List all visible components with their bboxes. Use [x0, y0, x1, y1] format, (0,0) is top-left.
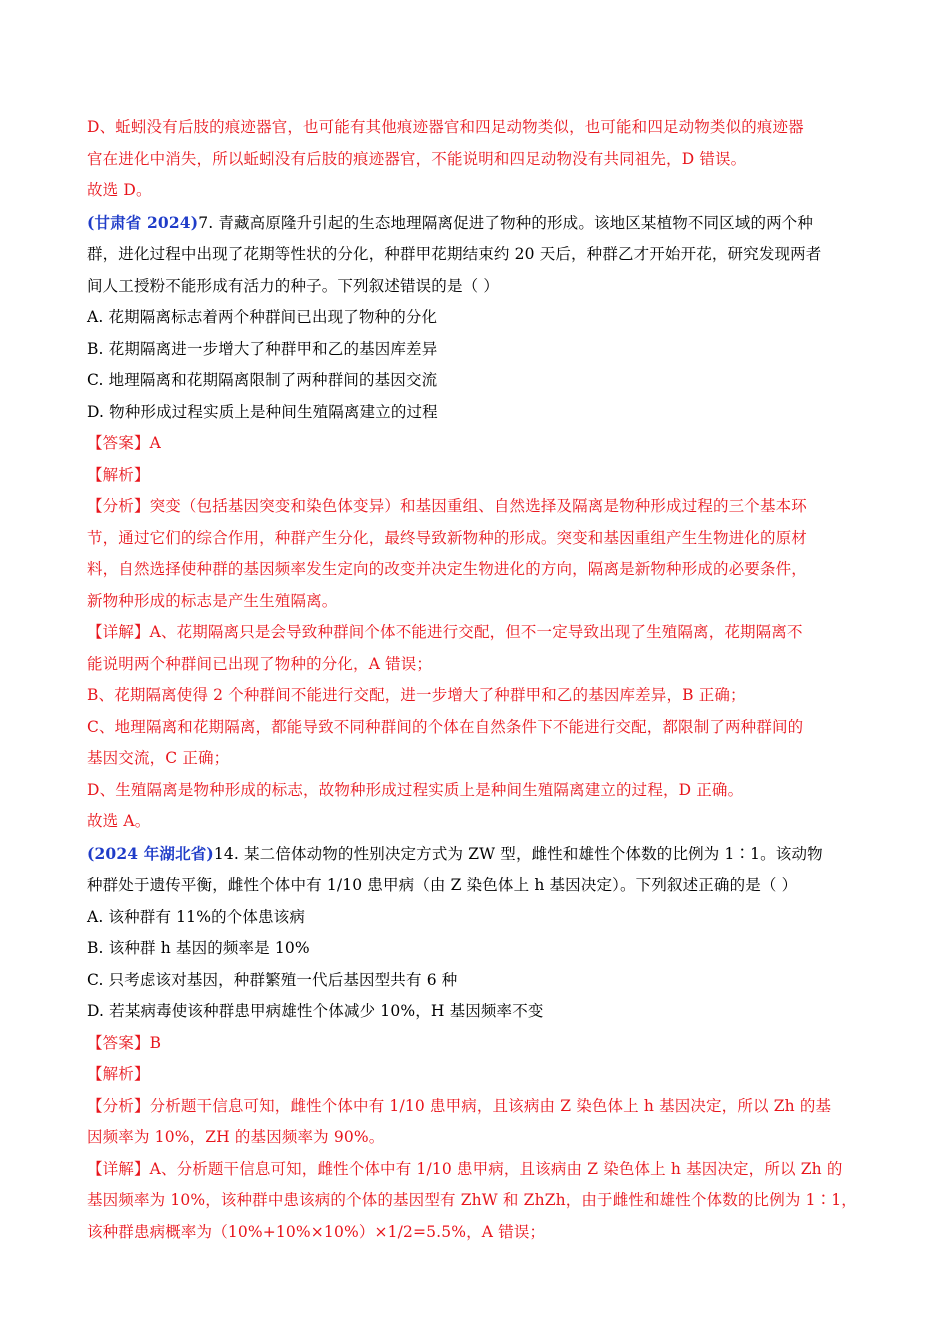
question-14-analysis-line-2: 因频率为 10%，ZH 的基因频率为 90%。: [87, 1128, 385, 1146]
detail-text: A、分析题干信息可知，雌性个体中有 1/10 患甲病，且该病由 Z 染色体上 h 基因决定，所以 Zh 的: [149, 1159, 843, 1178]
analysis-label: 【分析】: [87, 497, 150, 515]
question-7-option-c: C. 地理隔离和花期隔离限制了两种群间的基因交流: [87, 371, 438, 389]
question-14-option-b: B. 该种群 h 基因的频率是 10%: [87, 939, 310, 957]
question-7-conclusion: 故选 A。: [87, 812, 151, 830]
question-7-option-a: A. 花期隔离标志着两个种群间已出现了物种的分化: [87, 308, 438, 326]
question-7-answer: 【答案】A: [87, 434, 161, 452]
analysis-label: 【分析】: [87, 1096, 150, 1115]
question-7-analysis-line-2: 节，通过它们的综合作用，种群产生分化，最终导致新物种的形成。突变和基因重组产生生物进化的原材: [87, 528, 807, 547]
detail-text: A、花期隔离只是会导致种群间个体不能进行交配，但不一定导致出现了生殖隔离，花期隔离不: [149, 623, 803, 641]
detail-label: 【详解】: [87, 1159, 150, 1178]
question-14-analysis-line-1: [87, 1091, 870, 1123]
question-14-answer: 【答案】B: [87, 1033, 162, 1052]
question-7-jiexi-label: 【解析】: [87, 465, 150, 484]
question-7-option-b: B. 花期隔离进一步增大了种群甲和乙的基因库差异: [87, 339, 438, 358]
prev-explanation-line-2: 官在进化中消失，所以蚯蚓没有后肢的痕迹器官，不能说明和四足动物没有共同祖先，D 错误。: [87, 149, 747, 168]
question-14-text: 14. 某二倍体动物的性别决定方式为 ZW 型，雌性和雄性个体数的比例为 1∶1。该动物: [213, 844, 823, 863]
question-14-stem-line-1: [87, 838, 870, 871]
question-7-detail-line-3: B、花期隔离使得 2 个种群间不能进行交配，进一步增大了种群甲和乙的基因库差异，B 正确；: [87, 686, 746, 704]
question-14-source: (2024 年湖北省): [87, 843, 214, 863]
question-7-analysis-line-1: [87, 491, 870, 523]
question-7-detail-line-4: C、地理隔离和花期隔离，都能导致不同种群间的个体在自然条件下不能进行交配，都限制了两种群间的: [87, 717, 804, 736]
question-7-analysis-line-4: 新物种形成的标志是产生生殖隔离。: [87, 591, 338, 610]
analysis-text: 分析题干信息可知，雌性个体中有 1/10 患甲病，且该病由 Z 染色体上 h 基因决定，所以 Zh 的基: [149, 1096, 832, 1115]
question-7-stem-line-3: 间人工授粉不能形成有活力的种子。下列叙述错误的是（ ）: [87, 276, 499, 295]
question-7-source: (甘肃省 2024): [87, 212, 199, 232]
question-7-stem-line-2: 群，进化过程中出现了花期等性状的分化，种群甲花期结束约 20 天后，种群乙才开始开花，研究发现两者: [87, 245, 822, 263]
question-14-detail-line-2: 基因频率为 10%，该种群中患该病的个体的基因型有 ZhW 和 ZhZh，由于雌性和雄性个体数的比例为 1∶1，: [87, 1191, 857, 1209]
question-14-jiexi-label: 【解析】: [87, 1065, 150, 1083]
prev-explanation-line-1: D、蚯蚓没有后肢的痕迹器官，也可能有其他痕迹器官和四足动物类似，也可能和四足动物类似的痕迹器: [87, 118, 804, 136]
question-7-text: 7. 青藏高原隆升引起的生态地理隔离促进了物种的形成。该地区某植物不同区域的两个种: [198, 213, 814, 232]
question-14-option-c: C. 只考虑该对基因，种群繁殖一代后基因型共有 6 种: [87, 970, 458, 989]
question-7-detail-line-1: [87, 617, 870, 649]
question-7-detail-line-6: D、生殖隔离是物种形成的标志，故物种形成过程实质上是种间生殖隔离建立的过程，D 正确。: [87, 780, 744, 799]
question-7-analysis-line-3: 料，自然选择使种群的基因频率发生定向的改变并决定生物进化的方向，隔离是新物种形成的必要条件，: [87, 560, 807, 578]
question-14-option-d: D. 若某病毒使该种群患甲病雄性个体减少 10%，H 基因频率不变: [87, 1002, 544, 1020]
question-7-stem-line-1: [87, 207, 870, 240]
question-14-option-a: A. 该种群有 11%的个体患该病: [87, 907, 305, 926]
question-7-detail-line-2: 能说明两个种群间已出现了物种的分化，A 错误；: [87, 654, 433, 673]
detail-label: 【详解】: [87, 623, 150, 641]
question-14-detail-line-1: [87, 1154, 870, 1186]
question-14-stem-line-2: 种群处于遗传平衡，雌性个体中有 1/10 患甲病（由 Z 染色体上 h 基因决定）。下列叙述正确的是（ ）: [87, 876, 798, 894]
question-7-option-d: D. 物种形成过程实质上是种间生殖隔离建立的过程: [87, 402, 438, 421]
question-7-detail-line-5: 基因交流，C 正确；: [87, 749, 230, 767]
question-14-detail-line-3: 该种群患病概率为（10%+10%×10%）×1/2=5.5%，A 错误；: [87, 1222, 546, 1241]
prev-conclusion: 故选 D。: [87, 181, 152, 199]
analysis-text: 突变（包括基因突变和染色体变异）和基因重组、自然选择及隔离是物种形成过程的三个基本环: [149, 497, 807, 515]
